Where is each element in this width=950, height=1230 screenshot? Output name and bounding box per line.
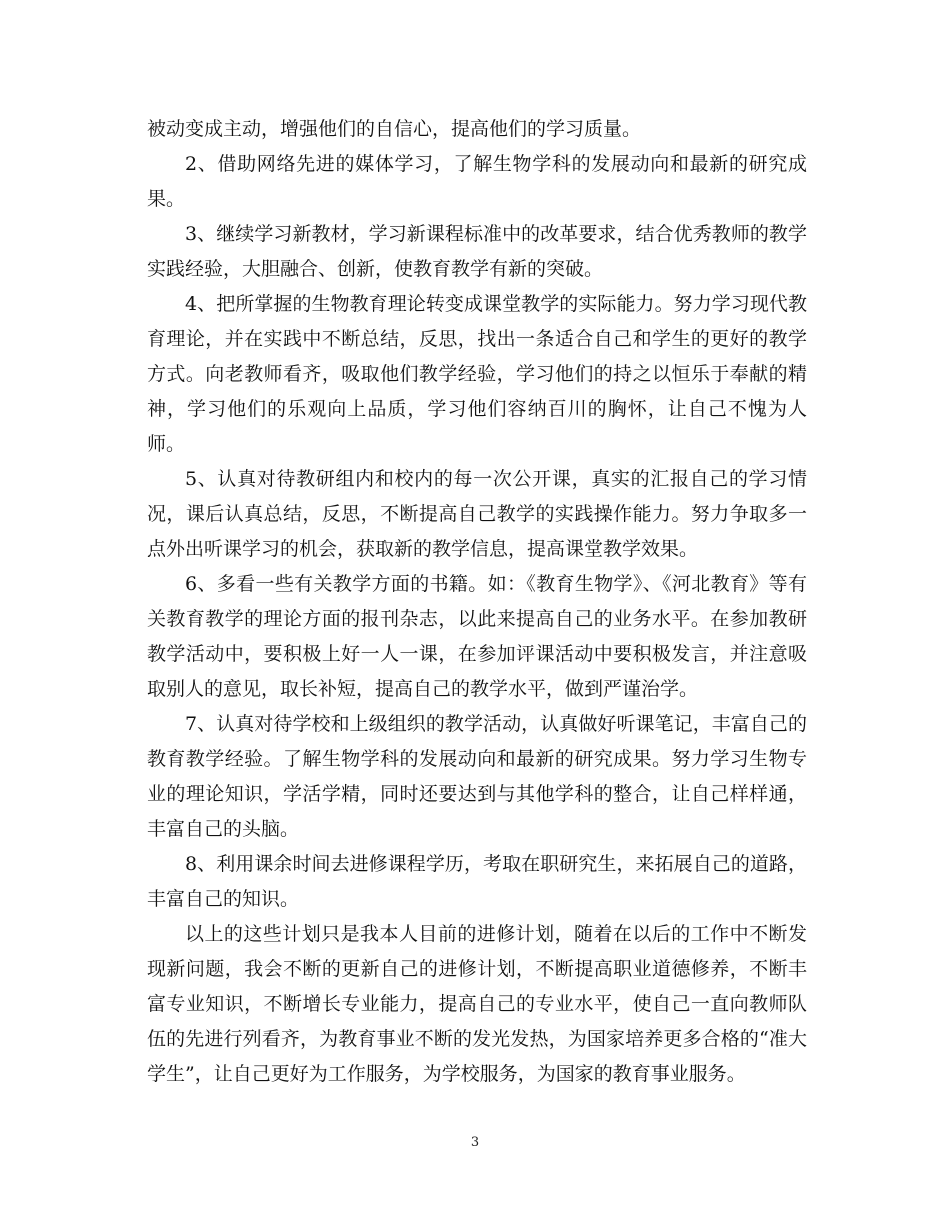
page-number: 3 bbox=[470, 1135, 480, 1150]
paragraph-item-8: 8、利用课余时间去进修课程学历，考取在职研究生，来拓展自己的道路，丰富自己的知识。 bbox=[147, 853, 807, 910]
paragraph-item-7: 7、认真对待学校和上级组织的教学活动，认真做好听课笔记，丰富自己的教育教学经验。了解生物学科的发展动向和最新的研究成果。努力学习生物专业的理论知识，学活学精，同时还要达到与其他学科的整合，让自己样样通，丰富自己的头脑。 bbox=[147, 713, 807, 840]
paragraph-item-2: 2、借助网络先进的媒体学习，了解生物学科的发展动向和最新的研究成果。 bbox=[147, 153, 807, 210]
paragraph-item-5: 5、认真对待教研组内和校内的每一次公开课，真实的汇报自己的学习情况，课后认真总结，反思，不断提高自己教学的实践操作能力。努力争取多一点外出听课学习的机会，获取新的教学信息，提高课堂教学效果。 bbox=[147, 468, 807, 560]
paragraph-item-3: 3、继续学习新教材，学习新课程标准中的改革要求，结合优秀教师的教学实践经验，大胆融合、创新，使教育教学有新的突破。 bbox=[147, 223, 807, 280]
paragraph-item-6: 6、多看一些有关教学方面的书籍。如：《教育生物学》、《河北教育》等有关教育教学的理论方面的报刊杂志，以此来提高自己的业务水平。在参加教研教学活动中，要积极上好一人一课，在参加评课活动中要积极发言，并注意吸取别人的意见，取长补短，提高自己的教学水平，做到严谨治学。 bbox=[147, 573, 807, 700]
document-body bbox=[147, 112, 807, 1092]
paragraph-conclusion: 以上的这些计划只是我本人目前的进修计划，随着在以后的工作中不断发现新问题，我会不断的更新自己的进修计划，不断提高职业道德修养，不断丰富专业知识，不断增长专业能力，提高自己的专业水平，使自己一直向教师队伍的先进行列看齐，为教育事业不断的发光发热，为国家培养更多合格的“准大学生”，让自己更好为工作服务，为学校服务，为国家的教育事业服务。 bbox=[147, 923, 807, 1085]
paragraph-continuation: 被动变成主动，增强他们的自信心，提高他们的学习质量。 bbox=[147, 118, 642, 140]
paragraph-item-4: 4、把所掌握的生物教育理论转变成课堂教学的实际能力。努力学习现代教育理论，并在实践中不断总结，反思，找出一条适合自己和学生的更好的教学方式。向老教师看齐，吸取他们教学经验，学习他们的持之以恒乐于奉献的精神，学习他们的乐观向上品质，学习他们容纳百川的胸怀，让自己不愧为人师。 bbox=[147, 293, 807, 455]
